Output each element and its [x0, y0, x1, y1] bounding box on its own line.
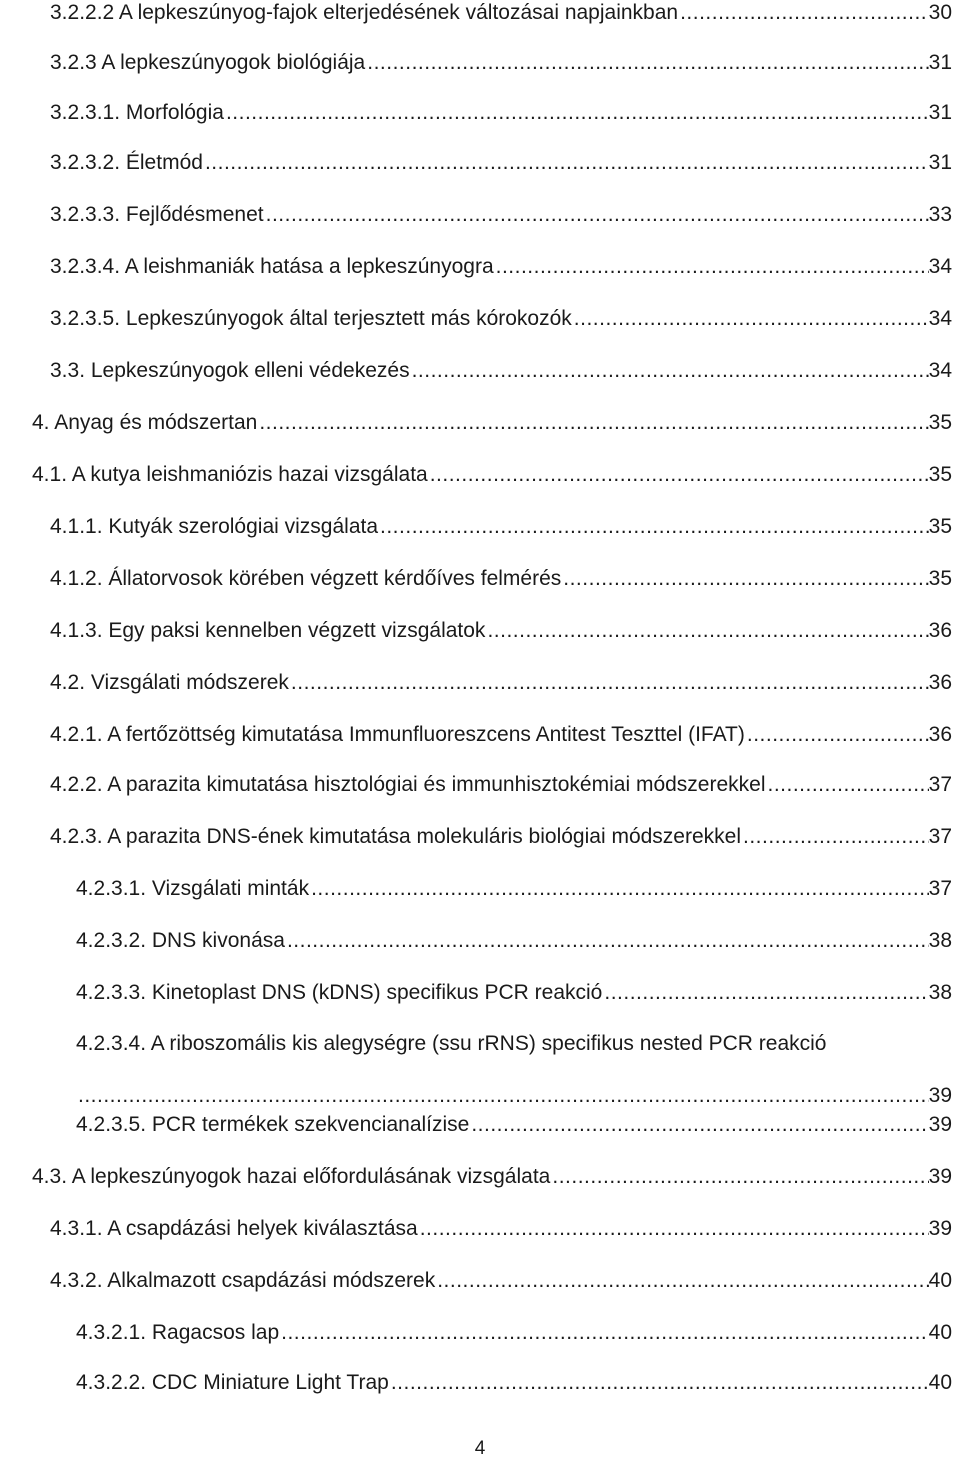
toc-entry: [32, 410, 952, 436]
toc-entry: [76, 1112, 952, 1138]
toc-entry-page: 38: [928, 981, 952, 1004]
toc-leader-dots: [552, 1164, 928, 1190]
toc-leader-dots: [680, 0, 929, 26]
toc-entry-label: 4.2.3.4. A riboszomális kis alegységre (ssu rRNS) specifikus nested PCR reakció: [76, 1032, 827, 1055]
toc-leader-dots: [563, 566, 928, 592]
toc-entry: [50, 0, 952, 26]
page-number: 4: [474, 1438, 486, 1459]
toc-entry: [50, 514, 952, 540]
toc-entry-label: 4.2.3. A parazita DNS-ének kimutatása molekuláris biológiai módszerekkel: [50, 825, 742, 848]
toc-leader-dots: [78, 1083, 929, 1109]
toc-entry-page: 39: [928, 1084, 952, 1107]
toc-entry-label: 4.3.2. Alkalmazott csapdázási módszerek: [50, 1269, 436, 1292]
toc-leader-dots: [496, 254, 929, 280]
toc-entry-label: 4.2.3.1. Vizsgálati minták: [76, 877, 310, 900]
toc-entry-page: 35: [928, 411, 952, 434]
toc-leader-dots: [266, 202, 929, 228]
toc-entry-page: 30: [928, 1, 952, 24]
toc-entry-page: 31: [928, 151, 952, 174]
toc-entry-wrapped: [76, 1031, 952, 1109]
toc-entry: [76, 1370, 952, 1396]
toc-entry-label: 4.3.1. A csapdázási helyek kiválasztása: [50, 1217, 418, 1240]
toc-leader-dots: [768, 772, 929, 798]
toc-leader-dots: [226, 100, 929, 126]
toc-entry-page: 39: [928, 1113, 952, 1136]
toc-leader-dots: [471, 1112, 928, 1138]
toc-leader-dots: [205, 150, 929, 176]
toc-entry: [50, 50, 952, 76]
toc-entry-page: 37: [928, 825, 952, 848]
toc-entry-page: 40: [928, 1269, 952, 1292]
toc-entry-page: 34: [928, 359, 952, 382]
toc-entry: [50, 566, 952, 592]
toc-entry-page: 36: [928, 671, 952, 694]
toc-entry: [50, 1216, 952, 1242]
toc-entry-label: 4.2.3.5. PCR termékek szekvencianalízise: [76, 1113, 470, 1136]
toc-entry-page: 35: [928, 567, 952, 590]
toc-entry: [50, 150, 952, 176]
toc-leader-dots: [412, 358, 929, 384]
toc-leader-dots: [487, 618, 928, 644]
toc-entry-page: 34: [928, 255, 952, 278]
toc-entry: [50, 202, 952, 228]
toc-entry-label: 4.3.2.2. CDC Miniature Light Trap: [76, 1371, 389, 1394]
toc-entry-label: 4. Anyag és módszertan: [32, 411, 258, 434]
toc-entry-page: 37: [928, 877, 952, 900]
toc-entry-label: 4.2.3.2. DNS kivonása: [76, 929, 285, 952]
toc-leader-dots: [747, 722, 929, 748]
toc-entry-page: 34: [928, 307, 952, 330]
toc-entry-page: 40: [928, 1371, 952, 1394]
toc-leader-dots: [367, 50, 928, 76]
toc-leader-dots: [281, 1320, 929, 1346]
toc-entry: [76, 876, 952, 902]
toc-entry-page: 31: [928, 101, 952, 124]
toc-entry-page: 31: [928, 51, 952, 74]
toc-entry-page: 35: [928, 463, 952, 486]
toc-entry-label: 3.2.3.4. A leishmaniák hatása a lepkeszúnyogra: [50, 255, 494, 278]
toc-entry: [32, 462, 952, 488]
toc-entry: [76, 928, 952, 954]
toc-leader-dots: [287, 928, 929, 954]
toc-entry-label: 4.2.1. A fertőzöttség kimutatása Immunfluoreszcens Antitest Teszttel (IFAT): [50, 723, 745, 746]
toc-entry-label: 3.2.3.2. Életmód: [50, 151, 203, 174]
toc-entry-label: 4.2.2. A parazita kimutatása hisztológiai és immunhisztokémiai módszerekkel: [50, 773, 766, 796]
toc-entry-page: 36: [928, 723, 952, 746]
toc-entry-continuation: [76, 1083, 952, 1109]
toc-leader-dots: [604, 980, 928, 1006]
toc-leader-dots: [311, 876, 929, 902]
toc-entry: [50, 772, 952, 798]
toc-entry-label: 4.2. Vizsgálati módszerek: [50, 671, 289, 694]
toc-entry-page: 39: [928, 1165, 952, 1188]
toc-entry-page: 38: [928, 929, 952, 952]
toc-entry: [50, 824, 952, 850]
toc-leader-dots: [574, 306, 929, 332]
toc-entry: [50, 670, 952, 696]
toc-entry-label: 4.2.3.3. Kinetoplast DNS (kDNS) specifikus PCR reakció: [76, 981, 603, 1004]
toc-leader-dots: [259, 410, 928, 436]
toc-entry: [50, 618, 952, 644]
toc-entry: [32, 1164, 952, 1190]
toc-entry-page: 37: [928, 773, 952, 796]
toc-entry-label: 3.2.3.3. Fejlődésmenet: [50, 203, 264, 226]
toc-entry-label: 3.2.3.1. Morfológia: [50, 101, 224, 124]
toc-entry: [76, 980, 952, 1006]
toc-leader-dots: [291, 670, 929, 696]
toc-leader-dots: [430, 462, 929, 488]
toc-entry-page: 40: [928, 1321, 952, 1344]
toc-entry-label: 3.2.3.5. Lepkeszúnyogok által terjesztett más kórokozók: [50, 307, 572, 330]
toc-entry-label: 4.1.2. Állatorvosok körében végzett kérdőíves felmérés: [50, 567, 562, 590]
toc-entry: [50, 100, 952, 126]
toc-entry: [50, 306, 952, 332]
toc-entry-label: 4.3. A lepkeszúnyogok hazai előfordulásának vizsgálata: [32, 1165, 551, 1188]
toc-leader-dots: [437, 1268, 928, 1294]
toc-entry: [50, 254, 952, 280]
toc-entry-label: 4.3.2.1. Ragacsos lap: [76, 1321, 280, 1344]
toc-entry-label: 3.2.3 A lepkeszúnyogok biológiája: [50, 51, 366, 74]
toc-leader-dots: [391, 1370, 929, 1396]
toc-entry: [50, 722, 952, 748]
toc-leader-dots: [380, 514, 929, 540]
toc-entry-label: 3.3. Lepkeszúnyogok elleni védekezés: [50, 359, 410, 382]
toc-entry: [76, 1320, 952, 1346]
toc-entry-label: 3.2.2.2 A lepkeszúnyog-fajok elterjedésének változásai napjainkban: [50, 1, 679, 24]
toc-entry: [50, 358, 952, 384]
toc-entry-page: 35: [928, 515, 952, 538]
toc-entry-label: 4.1. A kutya leishmaniózis hazai vizsgálata: [32, 463, 428, 486]
toc-entry-page: 36: [928, 619, 952, 642]
toc-leader-dots: [743, 824, 929, 850]
toc-entry-label: 4.1.3. Egy paksi kennelben végzett vizsgálatok: [50, 619, 486, 642]
toc-entry-page: 39: [928, 1217, 952, 1240]
toc-entry: [50, 1268, 952, 1294]
toc-entry-label: 4.1.1. Kutyák szerológiai vizsgálata: [50, 515, 379, 538]
toc-leader-dots: [420, 1216, 929, 1242]
toc-entry-page: 33: [928, 203, 952, 226]
